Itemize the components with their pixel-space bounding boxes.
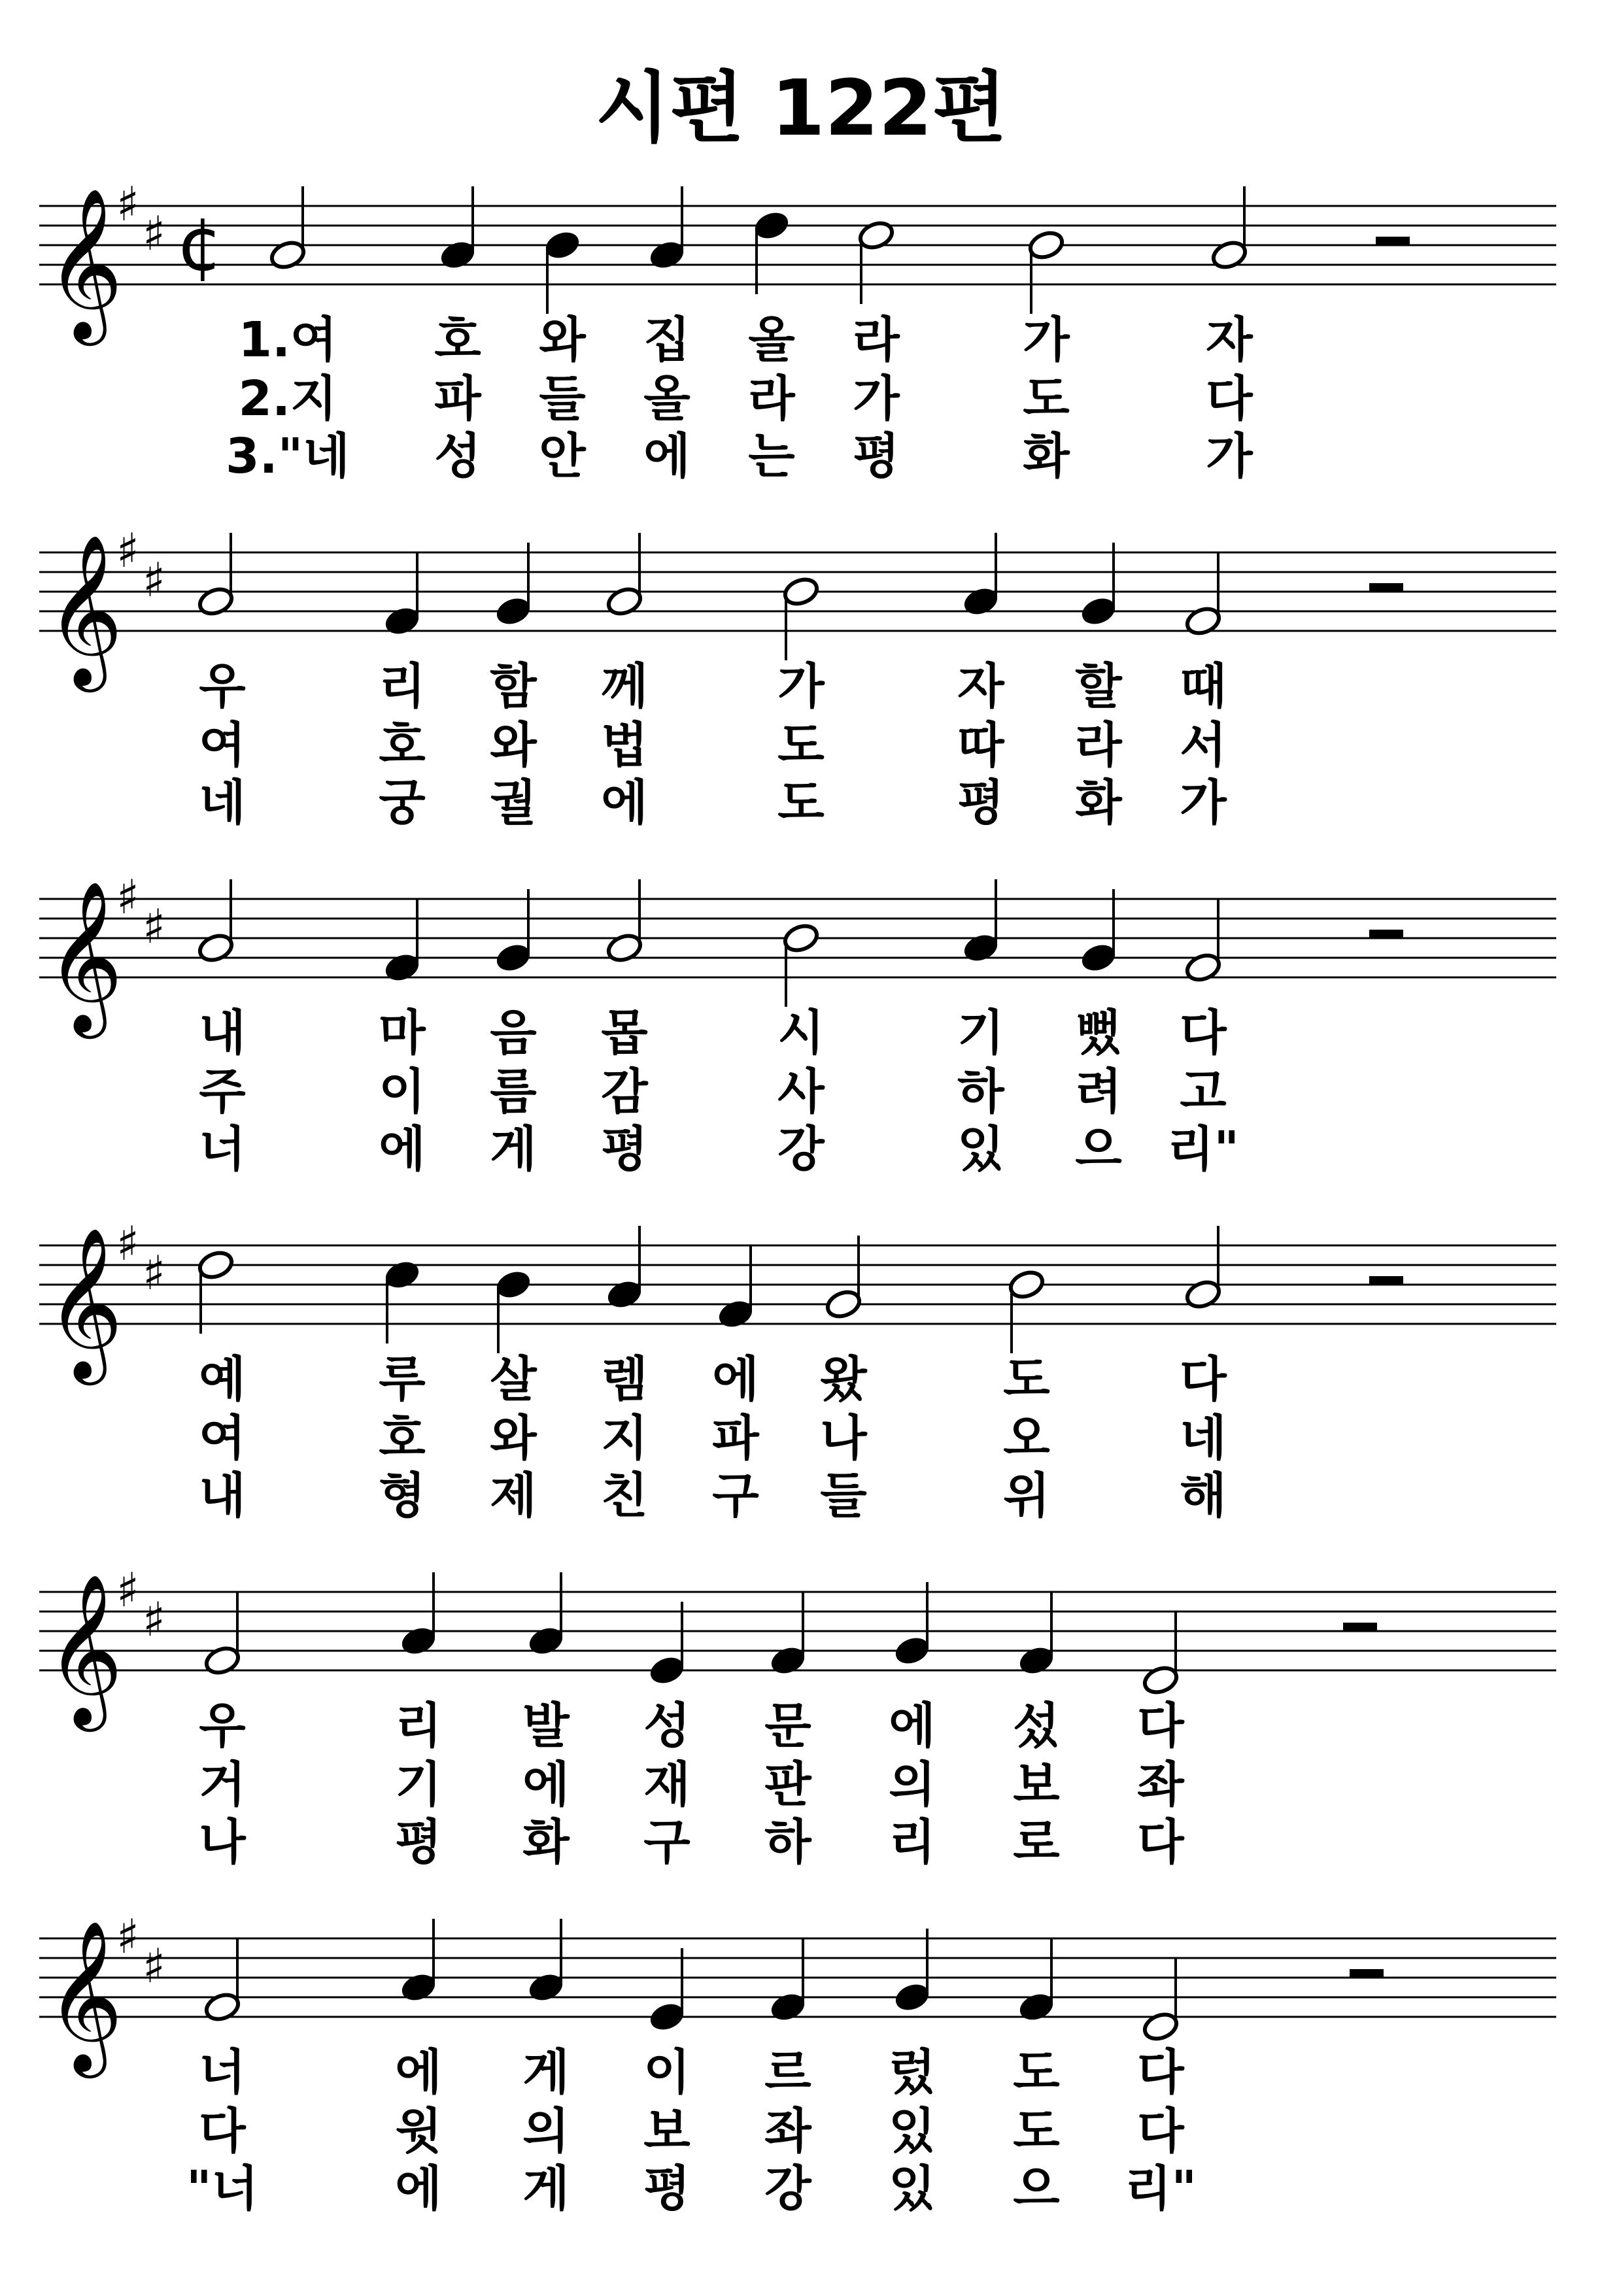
treble-clef-icon: 𝄞 (46, 1226, 124, 1379)
lyric-syllable: 호 (379, 1410, 426, 1466)
quarter-note (647, 239, 686, 271)
quarter-note (893, 1981, 931, 2014)
quarter-note (494, 595, 532, 628)
quarter-note (647, 2001, 686, 2033)
lyric-syllable: 올 (748, 312, 795, 368)
lyric-syllable: 가 (1023, 312, 1070, 368)
lyric-syllable: 자 (957, 658, 1004, 715)
lyric-syllable: 라 (853, 312, 900, 368)
lyric-syllable: 1.여 (238, 312, 337, 368)
sharp-c-icon: ♯ (143, 206, 165, 261)
lyric-syllable: 서 (1180, 717, 1227, 773)
lyric-syllable: 우 (199, 658, 246, 715)
lyric-syllable: 집 (643, 312, 690, 368)
sharp-f-icon: ♯ (116, 1909, 139, 1964)
lyric-syllable: 자 (1206, 312, 1253, 368)
lyric-syllable: 좌 (764, 2103, 811, 2159)
lyric-syllable: 좌 (1137, 1757, 1184, 1813)
lyric-syllable: 발 (522, 1698, 570, 1754)
sharp-f-icon: ♯ (116, 523, 139, 578)
lyric-syllable: 판 (764, 1757, 811, 1813)
lyric-syllable: 따 (957, 717, 1004, 773)
lyric-syllable: 려 (1075, 1064, 1122, 1120)
quarter-note (494, 941, 532, 974)
lyric-syllable: 도 (1003, 1351, 1050, 1408)
lyric-syllable: 도 (1013, 2103, 1060, 2159)
lyric-syllable: 화 (1075, 775, 1122, 831)
lyric-syllable: 해 (1180, 1468, 1227, 1524)
treble-clef-icon: 𝄞 (46, 187, 124, 339)
quarter-note (1079, 595, 1117, 628)
lyric-syllable: 시 (777, 1005, 825, 1061)
quarter-note (1017, 1991, 1055, 2023)
lyric-syllable: 오 (1003, 1410, 1050, 1466)
lyric-syllable: 구 (712, 1468, 759, 1524)
lyric-syllable: 라 (1075, 717, 1122, 773)
lyric-syllable: 렀 (889, 2044, 936, 2101)
lyric-syllable: 성 (643, 1698, 690, 1754)
treble-clef-icon: 𝄞 (46, 1573, 124, 1725)
lyric-syllable: 에 (889, 1698, 936, 1754)
lyric-syllable: 기 (395, 1757, 442, 1813)
lyric-syllable: 섰 (1013, 1698, 1060, 1754)
half-note (1027, 229, 1065, 262)
lyric-syllable: 제 (490, 1468, 537, 1524)
lyric-syllable: 에 (522, 1757, 570, 1813)
lyric-syllable: 네 (1180, 1410, 1227, 1466)
treble-clef-icon: 𝄞 (46, 1919, 124, 2072)
lyric-syllable: 다 (1137, 1698, 1184, 1754)
lyric-syllable: 우 (199, 1698, 246, 1754)
lyric-syllable: 함 (490, 658, 537, 715)
lyric-syllable: 도 (777, 717, 825, 773)
lyric-syllable: 가 (853, 371, 900, 427)
lyric-syllable: 위 (1003, 1468, 1050, 1524)
half-note (196, 932, 235, 964)
half-rest-icon (1369, 930, 1403, 938)
cut-time-icon: ¢ (177, 203, 224, 288)
lyric-syllable: 궐 (490, 775, 537, 831)
quarter-note (543, 229, 581, 262)
lyric-syllable: 리 (889, 1814, 936, 1870)
lyric-syllable: 와 (490, 717, 537, 773)
lyric-syllable: 화 (1023, 428, 1070, 484)
lyric-syllable: 몹 (601, 1005, 648, 1061)
half-note (1007, 1268, 1046, 1301)
lyric-syllable: 궁 (379, 775, 426, 831)
lyric-syllable: 평 (601, 1121, 648, 1177)
lyric-syllable: 뻤 (1075, 1005, 1122, 1061)
half-note (203, 1991, 241, 2023)
lyric-syllable: 호 (434, 312, 481, 368)
half-note (1210, 239, 1248, 271)
lyric-syllable: 보 (643, 2103, 690, 2159)
lyric-syllable: 파 (712, 1410, 759, 1466)
quarter-note (768, 1644, 807, 1677)
half-note (824, 1288, 862, 1321)
sharp-f-icon: ♯ (116, 1562, 139, 1617)
lyric-syllable: 에 (379, 1121, 426, 1177)
lyric-syllable: 문 (764, 1698, 811, 1754)
half-note (196, 1249, 235, 1281)
lyric-syllable: 리 (379, 658, 426, 715)
lyric-syllable: 평 (853, 428, 900, 484)
half-note (857, 219, 895, 252)
lyric-syllable: 평 (395, 1814, 442, 1870)
sharp-c-icon: ♯ (143, 1938, 165, 1993)
quarter-note (526, 1971, 565, 2004)
lyric-syllable: 구 (643, 1814, 690, 1870)
sharp-c-icon: ♯ (143, 1592, 165, 1647)
lyric-syllable: 있 (889, 2103, 936, 2159)
lyric-syllable: 올 (643, 371, 690, 427)
lyric-syllable: 친 (601, 1468, 648, 1524)
lyric-syllable: 때 (1180, 658, 1227, 715)
quarter-note (893, 1634, 931, 1667)
lyric-syllable: 주 (199, 1064, 246, 1120)
quarter-note (526, 1625, 565, 1657)
half-note (1141, 2010, 1180, 2043)
lyric-syllable: 할 (1075, 658, 1122, 715)
lyric-syllable: 라 (748, 371, 795, 427)
sharp-c-icon: ♯ (143, 1245, 165, 1300)
half-note (1184, 1278, 1222, 1311)
lyric-syllable: 법 (601, 717, 648, 773)
lyric-syllable: 호 (379, 717, 426, 773)
lyric-syllable: 게 (490, 1121, 537, 1177)
lyric-syllable: 의 (889, 1757, 936, 1813)
lyric-syllable: 이 (379, 1064, 426, 1120)
lyric-syllable: 다 (1180, 1351, 1227, 1408)
quarter-note (494, 1268, 532, 1301)
half-note (203, 1644, 241, 1677)
lyric-syllable: 윗 (395, 2103, 442, 2159)
lyric-syllable: 사 (777, 1064, 825, 1120)
lyric-syllable: 으 (1013, 2161, 1060, 2217)
lyric-syllable: 나 (199, 1814, 246, 1870)
quarter-note (383, 605, 421, 637)
lyric-syllable: 하 (764, 1814, 811, 1870)
half-note (605, 932, 643, 964)
half-rest-icon (1350, 1969, 1384, 1978)
lyric-syllable: 여 (199, 717, 246, 773)
lyric-syllable: 들 (539, 371, 586, 427)
half-note (1141, 1664, 1180, 1697)
treble-clef-icon: 𝄞 (46, 880, 124, 1032)
half-rest-icon (1343, 1623, 1377, 1631)
half-note (1184, 951, 1222, 984)
lyric-syllable: 리" (1167, 1121, 1240, 1177)
lyric-syllable: 르 (764, 2044, 811, 2101)
lyric-syllable: 이 (643, 2044, 690, 2101)
lyric-syllable: 너 (199, 2044, 246, 2101)
lyric-syllable: 성 (434, 428, 481, 484)
lyric-syllable: 다 (1206, 371, 1253, 427)
lyric-syllable: 에 (395, 2161, 442, 2217)
lyric-syllable: 로 (1013, 1814, 1060, 1870)
lyric-syllable: 와 (539, 312, 586, 368)
lyric-syllable: 도 (1013, 2044, 1060, 2101)
lyric-syllable: 안 (539, 428, 586, 484)
lyric-syllable: 강 (777, 1121, 825, 1177)
lyric-syllable: "너 (186, 2161, 259, 2217)
sharp-c-icon: ♯ (143, 552, 165, 607)
lyric-syllable: 평 (643, 2161, 690, 2217)
lyric-syllable: 나 (820, 1410, 867, 1466)
lyric-syllable: 으 (1075, 1121, 1122, 1177)
lyric-syllable: 다 (1137, 2044, 1184, 2101)
lyric-syllable: 있 (889, 2161, 936, 2217)
quarter-note (605, 1278, 643, 1311)
lyric-syllable: 다 (1180, 1005, 1227, 1061)
lyric-syllable: 가 (1180, 775, 1227, 831)
lyric-syllable: 렘 (601, 1351, 648, 1408)
half-note (1184, 605, 1222, 637)
lyric-syllable: 내 (199, 1468, 246, 1524)
quarter-note (1079, 941, 1117, 974)
lyric-syllable: 도 (1023, 371, 1070, 427)
lyric-syllable: 는 (748, 428, 795, 484)
lyric-syllable: 에 (395, 2044, 442, 2101)
lyric-syllable: 네 (199, 775, 246, 831)
quarter-note (716, 1298, 755, 1330)
lyric-syllable: 재 (643, 1757, 690, 1813)
lyric-syllable: 강 (764, 2161, 811, 2217)
lyric-syllable: 가 (777, 658, 825, 715)
lyric-syllable: 살 (490, 1351, 537, 1408)
lyric-syllable: 에 (712, 1351, 759, 1408)
quarter-note (961, 932, 1000, 964)
lyric-syllable: 게 (522, 2161, 570, 2217)
half-rest-icon (1376, 237, 1410, 245)
lyric-syllable: 파 (434, 371, 481, 427)
half-rest-icon (1369, 583, 1403, 592)
lyric-syllable: 평 (957, 775, 1004, 831)
half-note (605, 585, 643, 618)
lyric-syllable: 에 (601, 775, 648, 831)
lyric-syllable: 고 (1180, 1064, 1227, 1120)
half-note (781, 575, 820, 608)
lyric-syllable: 리" (1124, 2161, 1197, 2217)
lyric-syllable: 음 (490, 1005, 537, 1061)
lyric-syllable: 도 (777, 775, 825, 831)
lyric-syllable: 3."네 (226, 428, 350, 484)
lyric-syllable: 께 (601, 658, 648, 715)
treble-clef-icon: 𝄞 (46, 533, 124, 686)
lyric-syllable: 너 (199, 1121, 246, 1177)
lyric-syllable: 루 (379, 1351, 426, 1408)
lyric-syllable: 름 (490, 1064, 537, 1120)
lyric-syllable: 마 (379, 1005, 426, 1061)
sharp-c-icon: ♯ (143, 899, 165, 954)
lyric-syllable: 형 (379, 1468, 426, 1524)
quarter-note (1017, 1644, 1055, 1677)
half-note (196, 585, 235, 618)
quarter-note (399, 1971, 437, 2004)
lyric-syllable: 리 (395, 1698, 442, 1754)
lyric-syllable: 거 (199, 1757, 246, 1813)
half-note (268, 239, 307, 271)
half-rest-icon (1369, 1276, 1403, 1285)
lyric-syllable: 에 (643, 428, 690, 484)
quarter-note (961, 585, 1000, 618)
lyric-syllable: 다 (1137, 1814, 1184, 1870)
lyric-syllable: 다 (199, 2103, 246, 2159)
page-title: 시편 122편 (595, 63, 1007, 153)
sharp-f-icon: ♯ (116, 1216, 139, 1271)
quarter-note (399, 1625, 437, 1657)
lyric-syllable: 보 (1013, 1757, 1060, 1813)
lyric-syllable: 왔 (820, 1351, 867, 1408)
lyric-syllable: 2.지 (238, 371, 337, 427)
sharp-f-icon: ♯ (116, 869, 139, 924)
lyric-syllable: 예 (199, 1351, 246, 1408)
lyric-syllable: 기 (957, 1005, 1004, 1061)
sharp-f-icon: ♯ (116, 177, 139, 231)
lyric-syllable: 내 (199, 1005, 246, 1061)
lyric-syllable: 화 (522, 1814, 570, 1870)
lyric-syllable: 하 (957, 1064, 1004, 1120)
lyric-syllable: 있 (957, 1121, 1004, 1177)
lyric-syllable: 다 (1137, 2103, 1184, 2159)
lyric-syllable: 여 (199, 1410, 246, 1466)
lyric-syllable: 의 (522, 2103, 570, 2159)
quarter-note (438, 239, 477, 271)
lyric-syllable: 가 (1206, 428, 1253, 484)
lyric-syllable: 지 (601, 1410, 648, 1466)
lyric-syllable: 들 (820, 1468, 867, 1524)
quarter-note (383, 1258, 421, 1291)
lyric-syllable: 와 (490, 1410, 537, 1466)
quarter-note (752, 209, 791, 242)
quarter-note (768, 1991, 807, 2023)
lyric-syllable: 게 (522, 2044, 570, 2101)
half-note (781, 922, 820, 954)
quarter-note (383, 951, 421, 984)
lyric-syllable: 감 (601, 1064, 648, 1120)
quarter-note (647, 1654, 686, 1687)
